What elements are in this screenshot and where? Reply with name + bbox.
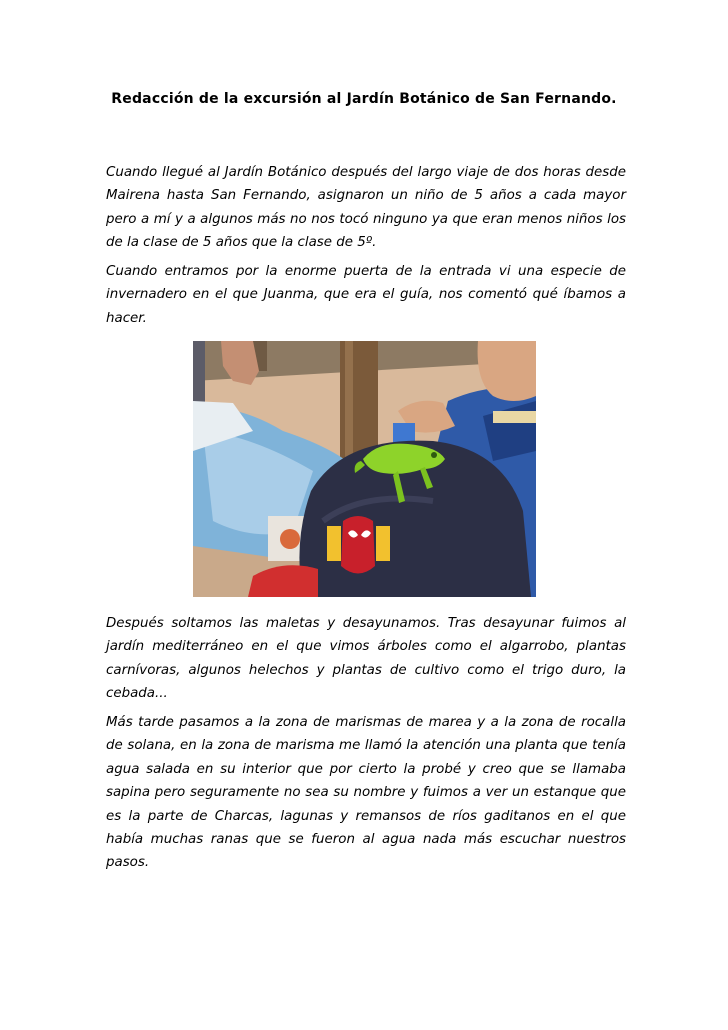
paragraph-breakfast: Después soltamos las maletas y desayunamos. Tras desayunar fuimos al jardín mediterráneo en el que vimos árboles como el algarrobo, plantas carnívoras, algunos helechos y plantas de cultivo como el trigo duro, la cebada... [106,616,626,702]
paragraph-arrival: Cuando llegué al Jardín Botánico después del largo viaje de dos horas desde Mairena hasta San Fernando, asignaron un niño de 5 años a cada mayor pero a mí y a algunos más no nos tocó ninguno ya que eran menos niños los de la clase de 5 años que la clase de 5º. [106,165,626,251]
paragraph-marshes: Más tarde pasamos a la zona de marismas de marea y a la zona de rocalla de solana, en la zona de marisma me llamó la atención una planta que tenía agua salada en su interior que por cierto la probé y creo que se llamaba sapina pero seguramente no sea su nombre y fuimos a ver un estanque que es la parte de Charcas, lagunas y remansos de ríos gaditanos en el que había muchas ranas que se fueron al agua nada más escuchar nuestros pasos. [106,715,626,871]
paragraph-entrance: Cuando entramos por la enorme puerta de la entrada vi una especie de invernadero en el que Juanma, que era el guía, nos comentó qué íbamos a hacer. [106,264,626,326]
document-title: Redacción de la excursión al Jardín Botánico de San Fernando. [111,91,617,107]
photo-child-with-chameleon [193,341,536,597]
